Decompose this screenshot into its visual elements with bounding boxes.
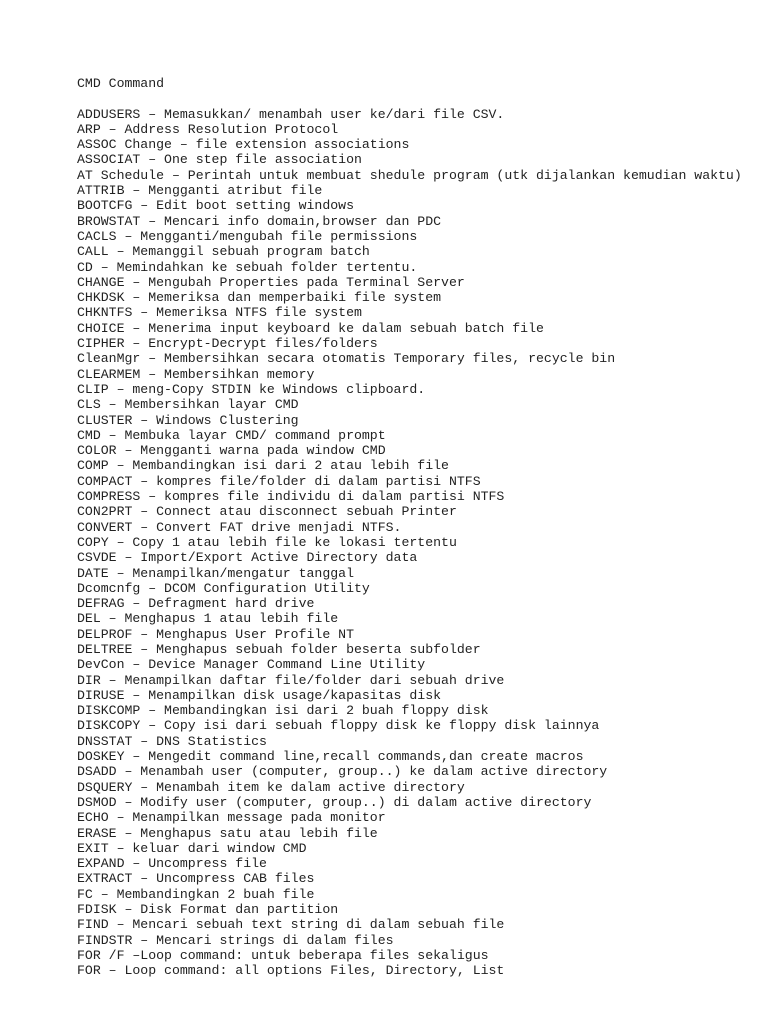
command-line: DIRUSE – Menampilkan disk usage/kapasitas disk [77,687,442,703]
command-line: ASSOCIAT – One step file association [77,152,362,168]
command-line: ADDUSERS – Memasukkan/ menambah user ke/dari file CSV. [77,106,505,122]
document-title: CMD Command [77,76,165,91]
command-line: DELPROF – Menghapus User Profile NT [77,626,354,642]
blank-line [77,91,757,106]
command-line: ERASE – Menghapus satu atau lebih file [77,825,378,841]
command-line: FINDSTR – Mencari strings di dalam files [77,932,394,948]
command-line: Dcomcnfg – DCOM Configuration Utility [77,580,370,596]
command-line: CLEARMEM – Membersihkan memory [77,366,315,382]
command-line: CHKDSK – Memeriksa dan memperbaiki file system [77,290,442,306]
command-line: CMD – Membuka layar CMD/ command prompt [77,427,386,443]
command-line: COPY – Copy 1 atau lebih file ke lokasi tertentu [77,534,457,550]
command-line: AT Schedule – Perintah untuk membuat shedule program (utk dijalankan kemudian waktu) [77,167,742,183]
command-line: CLS – Membersihkan layar CMD [77,397,299,413]
command-line: FC – Membandingkan 2 buah file [77,886,315,902]
command-line: CON2PRT – Connect atau disconnect sebuah Printer [77,504,457,520]
command-line: CHKNTFS – Memeriksa NTFS file system [77,305,362,321]
command-line: CACLS – Mengganti/mengubah file permissions [77,228,418,244]
command-line: ECHO – Menampilkan message pada monitor [77,810,386,826]
command-line: COLOR – Mengganti warna pada window CMD [77,443,386,459]
command-line: CSVDE – Import/Export Active Directory data [77,550,418,566]
command-line: ATTRIB – Mengganti atribut file [77,183,323,199]
command-line: DISKCOMP – Membandingkan isi dari 2 buah floppy disk [77,703,489,719]
command-line: FOR – Loop command: all options Files, Directory, List [77,963,505,979]
command-line: COMP – Membandingkan isi dari 2 atau lebih file [77,458,449,474]
command-line: CD – Memindahkan ke sebuah folder tertentu. [77,259,418,275]
command-line: COMPACT – kompres file/folder di dalam partisi NTFS [77,473,481,489]
command-line: CHANGE – Mengubah Properties pada Terminal Server [77,274,465,290]
command-line: DEL – Menghapus 1 atau lebih file [77,611,339,627]
command-line: COMPRESS – kompres file individu di dalam partisi NTFS [77,489,505,505]
command-list [77,107,757,979]
command-line: BROWSTAT – Mencari info domain,browser dan PDC [77,213,442,229]
command-line: CleanMgr – Membersihkan secara otomatis Temporary files, recycle bin [77,351,616,367]
command-line: DATE – Menampilkan/mengatur tanggal [77,565,354,581]
command-line: FOR /F –Loop command: untuk beberapa files sekaligus [77,947,489,963]
command-line: DOSKEY – Mengedit command line,recall commands,dan create macros [77,749,584,765]
command-line: DevCon – Device Manager Command Line Utility [77,657,426,673]
command-line: ARP – Address Resolution Protocol [77,121,339,137]
command-line: ASSOC Change – file extension associations [77,137,410,153]
command-line: FIND – Mencari sebuah text string di dalam sebuah file [77,917,505,933]
command-line: DSMOD – Modify user (computer, group..) di dalam active directory [77,794,592,810]
command-line: DSQUERY – Menambah item ke dalam active directory [77,779,465,795]
command-line: DSADD – Menambah user (computer, group..) ke dalam active directory [77,764,608,780]
command-line: CLUSTER – Windows Clustering [77,412,299,428]
command-line: EXIT – keluar dari window CMD [77,840,307,856]
command-line: CLIP – meng-Copy STDIN ke Windows clipboard. [77,381,426,397]
command-line: DELTREE – Menghapus sebuah folder beserta subfolder [77,641,481,657]
command-line: CONVERT – Convert FAT drive menjadi NTFS. [77,519,402,535]
command-line: CHOICE – Menerima input keyboard ke dalam sebuah batch file [77,320,544,336]
command-line: BOOTCFG – Edit boot setting windows [77,198,354,214]
command-line: DISKCOPY – Copy isi dari sebuah floppy disk ke floppy disk lainnya [77,718,600,734]
command-line: FDISK – Disk Format dan partition [77,902,339,918]
command-line: EXPAND – Uncompress file [77,856,267,872]
command-line: DIR – Menampilkan daftar file/folder dari sebuah drive [77,672,505,688]
command-line: DNSSTAT – DNS Statistics [77,733,267,749]
command-line: CIPHER – Encrypt-Decrypt files/folders [77,336,378,352]
command-line: CALL – Memanggil sebuah program batch [77,244,370,260]
document-page [77,76,757,979]
command-line: DEFRAG – Defragment hard drive [77,596,315,612]
command-line: EXTRACT – Uncompress CAB files [77,871,315,887]
